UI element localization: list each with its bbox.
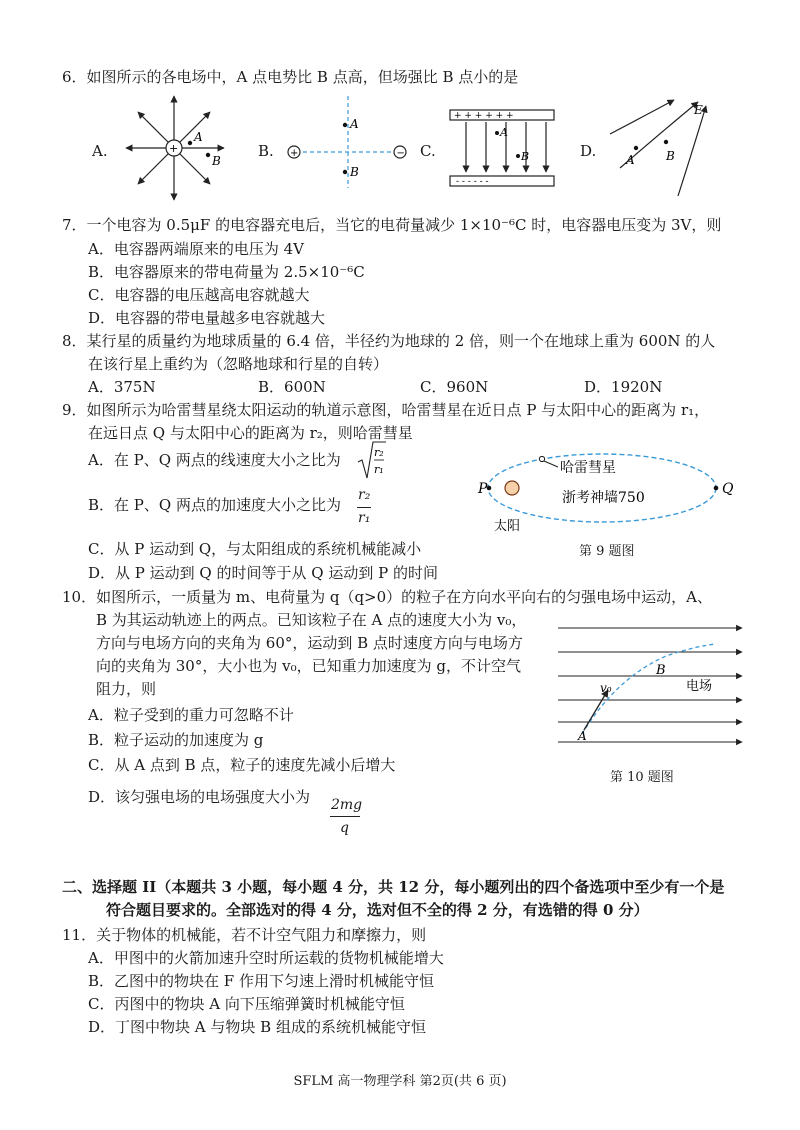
q10-fig-v0-label: v₀ xyxy=(600,681,612,695)
q11-option-b: B．乙图中的物块在 F 作用下匀速上滑时机械能守恒 xyxy=(88,972,434,990)
q9-option-a-sqrt xyxy=(356,440,386,482)
q6c-label-b: B xyxy=(521,150,530,163)
q6b-label-b: B xyxy=(350,165,359,179)
q9-option-a-denominator: r₁ xyxy=(374,463,384,476)
q9-fig-sun-label: 太阳 xyxy=(494,519,521,534)
section2-heading-line1: 二、选择题 II（本题共 3 小题，每小题 4 分，共 12 分，每小题列出的四个备选项中至少有一个是 xyxy=(62,878,725,896)
q9-option-a-numerator: r₂ xyxy=(374,446,384,459)
q9-option-d: D．从 P 运动到 Q 的时间等于从 Q 运动到 P 的时间 xyxy=(88,564,438,582)
q7-option-a: A．电容器两端原来的电压为 4V xyxy=(88,240,304,258)
q9-stem-line1: 9．如图所示为哈雷彗星绕太阳运动的轨道示意图，哈雷彗星在近日点 P 与太阳中心的距离为 r₁， xyxy=(62,401,710,419)
q10-stem-line2: B 为其运动轨迹上的两点。已知该粒子在 A 点的速度大小为 v₀， xyxy=(96,611,527,629)
q6a-label-a: A xyxy=(194,130,203,144)
svg-text:+ + + + + +: + + + + + + xyxy=(454,111,514,121)
q9-option-b: B．在 P、Q 两点的加速度大小之比为 xyxy=(88,496,341,514)
q6b-label-a: A xyxy=(350,117,359,131)
q11-option-d: D．丁图中物块 A 与物块 B 组成的系统机械能守恒 xyxy=(88,1018,426,1036)
q10-fig-b-label: B xyxy=(656,663,666,678)
q6d-label-e: E xyxy=(694,103,703,117)
q6-figure-b xyxy=(282,92,412,192)
q10-stem-line5: 阻力，则 xyxy=(96,680,157,698)
q8-option-b: B．600N xyxy=(258,378,326,396)
q9-figure-orbit xyxy=(476,446,746,538)
q8-stem-line1: 8．某行星的质量约为地球质量的 6.4 倍，半径约为地球的 2 倍，则一个在地球上重为 600N 的人 xyxy=(62,332,716,350)
q9-fig-comet-label: 哈雷彗星 xyxy=(560,460,616,476)
q11-stem: 11．关于物体的机械能，若不计空气阻力和摩擦力，则 xyxy=(62,926,427,944)
q8-option-d: D．1920N xyxy=(584,378,663,396)
q10-option-d-numerator: 2mg xyxy=(331,797,363,813)
q6-option-a-label: A. xyxy=(92,142,108,160)
q10-option-b: B．粒子运动的加速度为 g xyxy=(88,731,264,749)
q6a-label-b: B xyxy=(212,154,221,168)
q9-figure-caption: 第 9 题图 xyxy=(579,544,635,559)
q6-figure-d xyxy=(608,96,718,202)
q9-option-c: C．从 P 运动到 Q，与太阳组成的系统机械能减小 xyxy=(88,540,422,558)
q9-option-a: A．在 P、Q 两点的线速度大小之比为 xyxy=(88,451,341,469)
q7-option-b: B．电容器原来的带电荷量为 2.5×10⁻⁶C xyxy=(88,263,365,281)
q6-option-d-label: D. xyxy=(580,142,597,160)
q6d-label-b: B xyxy=(666,149,675,163)
q10-stem-line3: 方向与电场方向的夹角为 60°，运动到 B 点时速度方向与电场方 xyxy=(96,634,523,652)
q6-option-b-label: B. xyxy=(258,142,274,160)
q10-figure-field xyxy=(556,616,746,746)
q9-fig-p-label: P xyxy=(478,481,488,497)
q11-option-a: A．甲图中的火箭加速升空时所运载的货物机械能增大 xyxy=(88,949,444,967)
q6c-label-a: A xyxy=(500,126,508,139)
q10-option-d-denominator: q xyxy=(340,820,349,836)
q9-option-b-numerator: r₂ xyxy=(358,487,371,503)
q10-option-d-fraction-bar xyxy=(330,816,360,817)
q10-stem-line4: 向的夹角为 30°，大小也为 v₀，已知重力加速度为 g，不计空气 xyxy=(96,657,521,675)
q10-stem-line1: 10．如图所示，一质量为 m、电荷量为 q（q>0）的粒子在方向水平向右的匀强电场中运动，A、 xyxy=(62,588,712,606)
q7-option-c: C．电容器的电压越高电容就越大 xyxy=(88,286,310,304)
page-footer: SFLM 高一物理学科 第2页(共 6 页) xyxy=(293,1074,507,1089)
q6-option-c-label: C. xyxy=(420,142,436,160)
q8-stem-line2: 在该行星上重约为（忽略地球和行星的自转） xyxy=(88,355,389,373)
q10-option-d: D．该匀强电场的电场强度大小为 xyxy=(88,788,311,806)
q6-stem: 6．如图所示的各电场中，A 点电势比 B 点高，但场强比 B 点小的是 xyxy=(62,68,519,86)
section2-heading-line2: 符合题目要求的。全部选对的得 4 分，选对但不全的得 2 分，有选错的得 0 分） xyxy=(106,901,649,919)
svg-text:- - - - - -: - - - - - - xyxy=(456,177,489,187)
q10-fig-field-label: 电场 xyxy=(686,679,713,694)
svg-text:+: + xyxy=(290,148,299,159)
q6-figure-a xyxy=(124,92,234,204)
q7-stem: 7．一个电容为 0.5μF 的电容器充电后，当它的电荷量减少 1×10⁻⁶C 时，电容器电压变为 3V，则 xyxy=(62,216,722,234)
q8-option-c: C．960N xyxy=(420,378,489,396)
q9-option-b-denominator: r₁ xyxy=(358,510,371,526)
q9-fig-q-label: Q xyxy=(722,481,734,497)
q9-fig-watermark: 浙考神墙750 xyxy=(562,490,645,506)
q10-figure-caption: 第 10 题图 xyxy=(610,770,674,785)
q6-figure-c xyxy=(446,104,558,190)
q10-fig-a-label: A xyxy=(578,729,587,743)
q9-option-b-fraction-bar xyxy=(357,507,371,508)
q7-option-d: D．电容器的带电量越多电容就越大 xyxy=(88,309,326,327)
q10-option-a: A．粒子受到的重力可忽略不计 xyxy=(88,706,294,724)
q6d-label-a: A xyxy=(626,153,635,167)
svg-text:−: − xyxy=(396,148,405,159)
q11-option-c: C．丙图中的物块 A 向下压缩弹簧时机械能守恒 xyxy=(88,995,405,1013)
svg-text:+: + xyxy=(169,142,179,155)
q9-stem-line2: 在远日点 Q 与太阳中心的距离为 r₂，则哈雷彗星 xyxy=(88,424,413,442)
q8-option-a: A．375N xyxy=(88,378,156,396)
q10-option-c: C．从 A 点到 B 点，粒子的速度先减小后增大 xyxy=(88,756,396,774)
